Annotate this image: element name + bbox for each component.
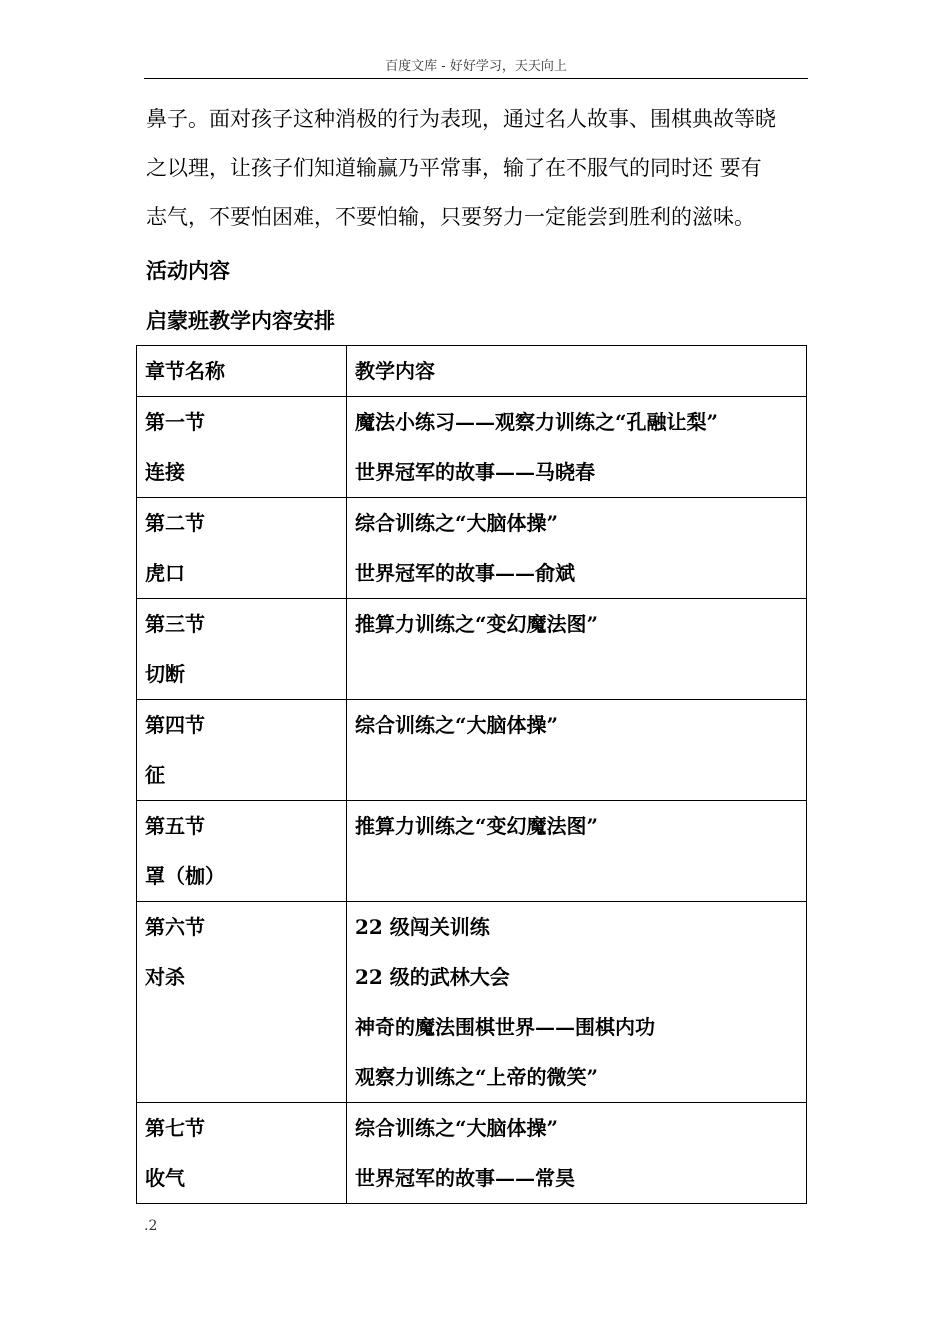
intro-line: 鼻子。面对孩子这种消极的行为表现，通过名人故事、围棋典故等晓 <box>146 107 776 131</box>
chapter-cell <box>137 700 347 801</box>
content-line <box>355 750 798 800</box>
content-line: 推算力训练之“变幻魔法图” <box>355 612 599 636</box>
content-line: 世界冠军的故事——俞斌 <box>355 561 575 585</box>
chapter-line: 征 <box>145 763 165 787</box>
chapter-cell <box>137 397 347 498</box>
chapter-line: 第七节 <box>145 1116 205 1140</box>
section-heading: 活动内容 <box>146 258 230 283</box>
content-cell <box>347 700 807 801</box>
table-title: 启蒙班教学内容安排 <box>146 308 335 333</box>
content-line: 综合训练之“大脑体操” <box>355 511 559 535</box>
table-row <box>137 801 807 902</box>
content-line: 世界冠军的故事——马晓春 <box>355 460 595 484</box>
content-cell <box>347 1103 807 1204</box>
content-line: 综合训练之“大脑体操” <box>355 1116 559 1140</box>
chapter-line: 虎口 <box>145 561 185 585</box>
content-line: 推算力训练之“变幻魔法图” <box>355 814 599 838</box>
content-line: 观察力训练之“上帝的微笑” <box>355 1065 599 1089</box>
intro-paragraph <box>146 95 810 242</box>
chapter-line: 第三节 <box>145 612 205 636</box>
chapter-line <box>145 1002 338 1052</box>
content-cell <box>347 902 807 1103</box>
chapter-cell <box>137 498 347 599</box>
chapter-line: 第五节 <box>145 814 205 838</box>
table-row <box>137 902 807 1103</box>
chapter-line: 罩（枷） <box>145 864 225 888</box>
chapter-line: 对杀 <box>145 965 185 989</box>
chapter-cell <box>137 599 347 700</box>
content-line: 22 级闯关训练 <box>355 915 490 939</box>
content-line <box>355 851 798 901</box>
content-cell <box>347 397 807 498</box>
content-cell <box>347 498 807 599</box>
content-line: 综合训练之“大脑体操” <box>355 713 559 737</box>
chapter-line: 第二节 <box>145 511 205 535</box>
content-cell <box>347 599 807 700</box>
content-cell <box>347 801 807 902</box>
chapter-cell <box>137 1103 347 1204</box>
curriculum-table <box>136 345 807 1204</box>
table-row <box>137 1103 807 1204</box>
chapter-line: 连接 <box>145 460 185 484</box>
chapter-line: 第六节 <box>145 915 205 939</box>
intro-line: 志气，不要怕困难，不要怕输，只要努力一定能尝到胜利的滋味。 <box>146 205 755 229</box>
table-row <box>137 700 807 801</box>
content-line: 神奇的魔法围棋世界——围棋内功 <box>355 1015 655 1039</box>
column-header-chapter: 章节名称 <box>137 346 347 397</box>
chapter-line: 收气 <box>145 1166 185 1190</box>
content-line: 22 级的武林大会 <box>355 965 510 989</box>
content-line: 世界冠军的故事——常昊 <box>355 1166 575 1190</box>
chapter-line: 第一节 <box>145 410 205 434</box>
table-row <box>137 599 807 700</box>
table-header-row <box>137 346 807 397</box>
chapter-cell <box>137 902 347 1103</box>
chapter-line: 切断 <box>145 662 185 686</box>
content-line: 魔法小练习——观察力训练之“孔融让梨” <box>355 410 719 434</box>
chapter-line: 第四节 <box>145 713 205 737</box>
page-number: .2 <box>144 1218 158 1234</box>
column-header-content: 教学内容 <box>347 346 807 397</box>
chapter-cell <box>137 801 347 902</box>
header-divider <box>144 78 808 79</box>
content-line <box>355 649 798 699</box>
page-header: 百度文库 - 好好学习，天天向上 <box>385 59 567 74</box>
chapter-line <box>145 1052 338 1102</box>
intro-line: 之以理，让孩子们知道输赢乃平常事，输了在不服气的同时还 要有 <box>146 156 762 180</box>
table-row <box>137 397 807 498</box>
table-row <box>137 498 807 599</box>
